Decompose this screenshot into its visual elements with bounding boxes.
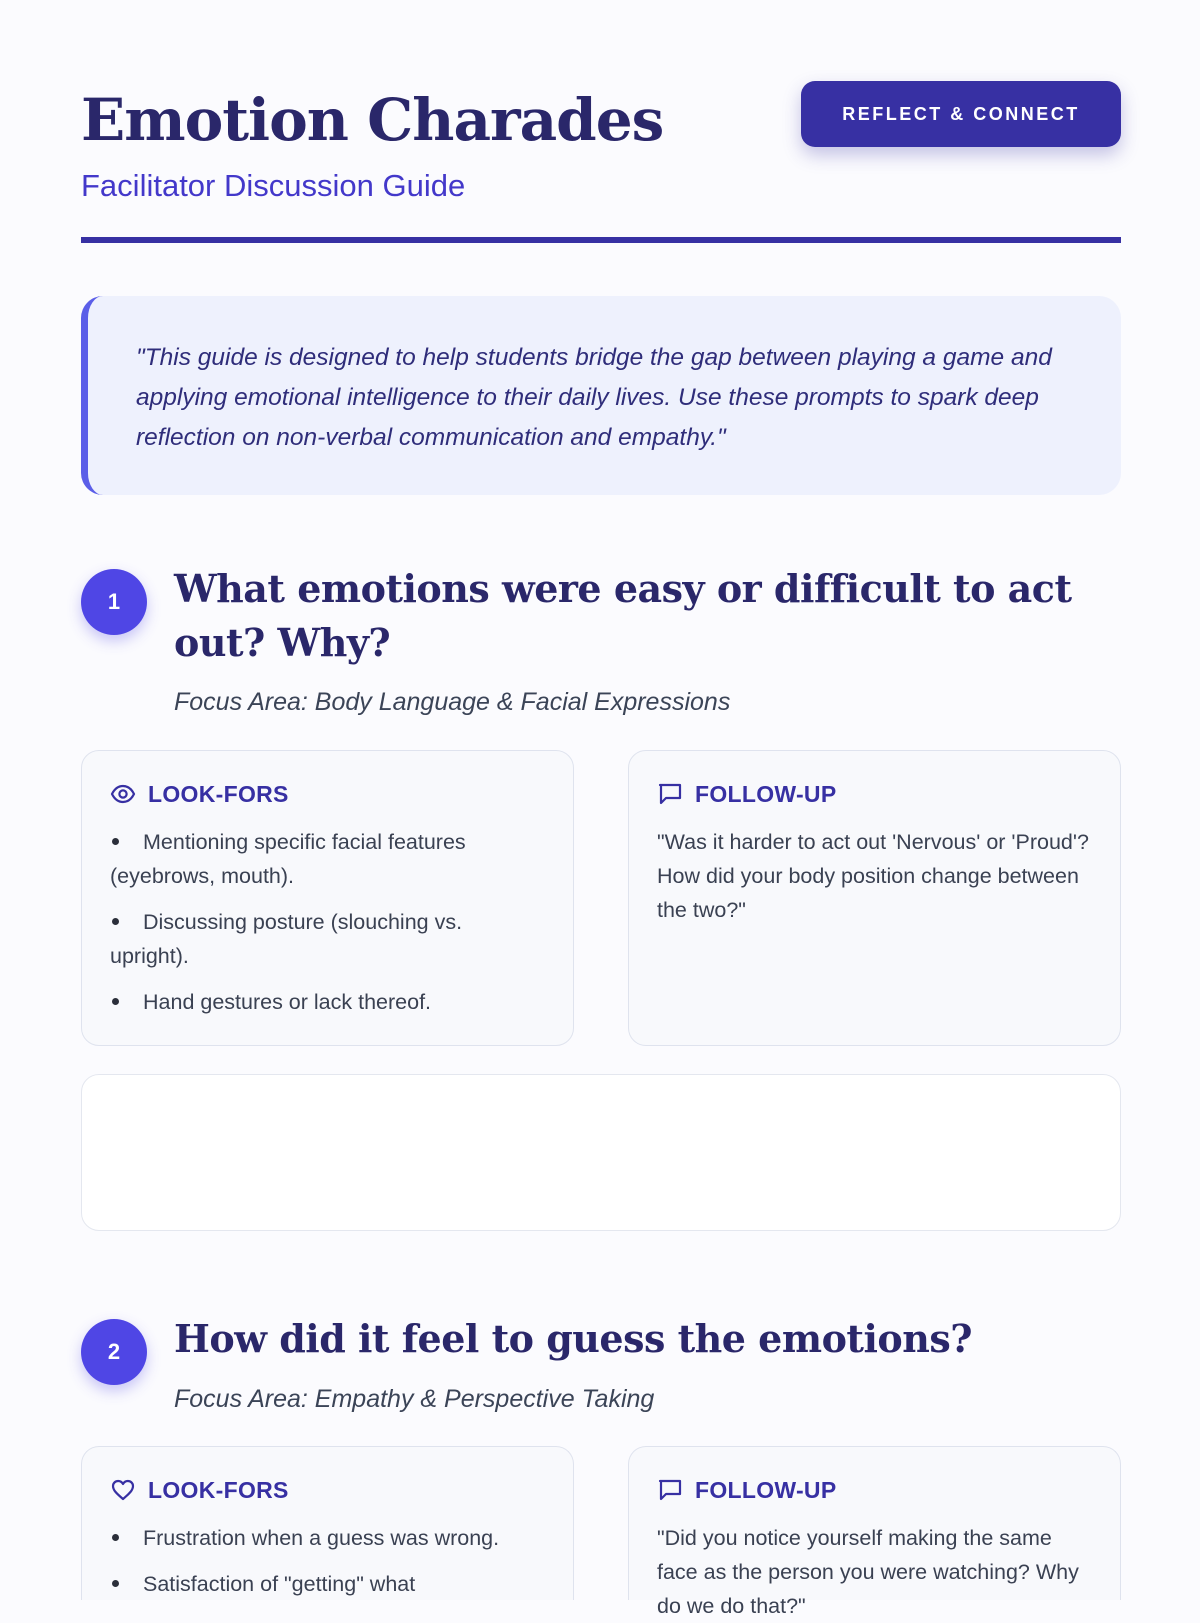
list-item: Frustration when a guess was wrong. (110, 1521, 545, 1555)
followup-label: FOLLOW-UP (695, 780, 837, 807)
lookfors-header (110, 779, 545, 809)
notes-box[interactable] (81, 1074, 1121, 1231)
lookfors-label: LOOK-FORS (148, 1476, 289, 1503)
followup-header (657, 779, 1092, 809)
list-item: Discussing posture (slouching vs. upright). (110, 910, 463, 968)
question-number-badge: 2 (81, 1319, 147, 1385)
followup-header (657, 1475, 1092, 1505)
lookfors-header (110, 1475, 545, 1505)
list-item: Satisfaction of "getting" what (110, 1567, 545, 1601)
list-item: Hand gestures or lack thereof. (110, 985, 545, 1019)
lookfors-label: LOOK-FORS (148, 780, 289, 807)
question-title: What emotions were easy or difficult to act out? Why? (174, 566, 1072, 665)
question-title: How did it feel to guess the emotions? (174, 1316, 973, 1361)
page-title: Emotion Charades (81, 86, 664, 154)
lookfors-list (110, 1521, 545, 1601)
followup-card (628, 1446, 1121, 1618)
intro-quote: "This guide is designed to help students bridge the gap between playing a game and applying emotional intelligence to their daily lives. Use these prompts to spark deep reflection on non-verbal communication and empathy." (81, 296, 1121, 495)
speech-bubble-icon (657, 781, 683, 807)
page-subtitle: Facilitator Discussion Guide (81, 168, 466, 203)
speech-bubble-icon (657, 1477, 683, 1503)
list-item: Mentioning specific facial features (eyebrows, mouth). (110, 830, 466, 888)
lookfors-card (81, 1446, 574, 1600)
followup-text: "Was it harder to act out 'Nervous' or 'Proud'? How did your body position change between the two?" (657, 830, 1089, 922)
lookfors-list (110, 825, 545, 1019)
question-number-badge: 1 (81, 569, 147, 635)
page-header (81, 80, 1121, 243)
heart-icon (110, 1477, 136, 1503)
followup-text: "Did you notice yourself making the same face as the person you were watching? Why do we do that?" (657, 1526, 1079, 1618)
question-focus-area: Focus Area: Empathy & Perspective Taking (174, 1385, 655, 1413)
followup-label: FOLLOW-UP (695, 1476, 837, 1503)
eye-icon (110, 781, 136, 807)
question-focus-area: Focus Area: Body Language & Facial Expressions (174, 688, 731, 716)
reflect-connect-button[interactable]: REFLECT & CONNECT (801, 81, 1121, 147)
followup-card (628, 750, 1121, 1046)
lookfors-card (81, 750, 574, 1046)
